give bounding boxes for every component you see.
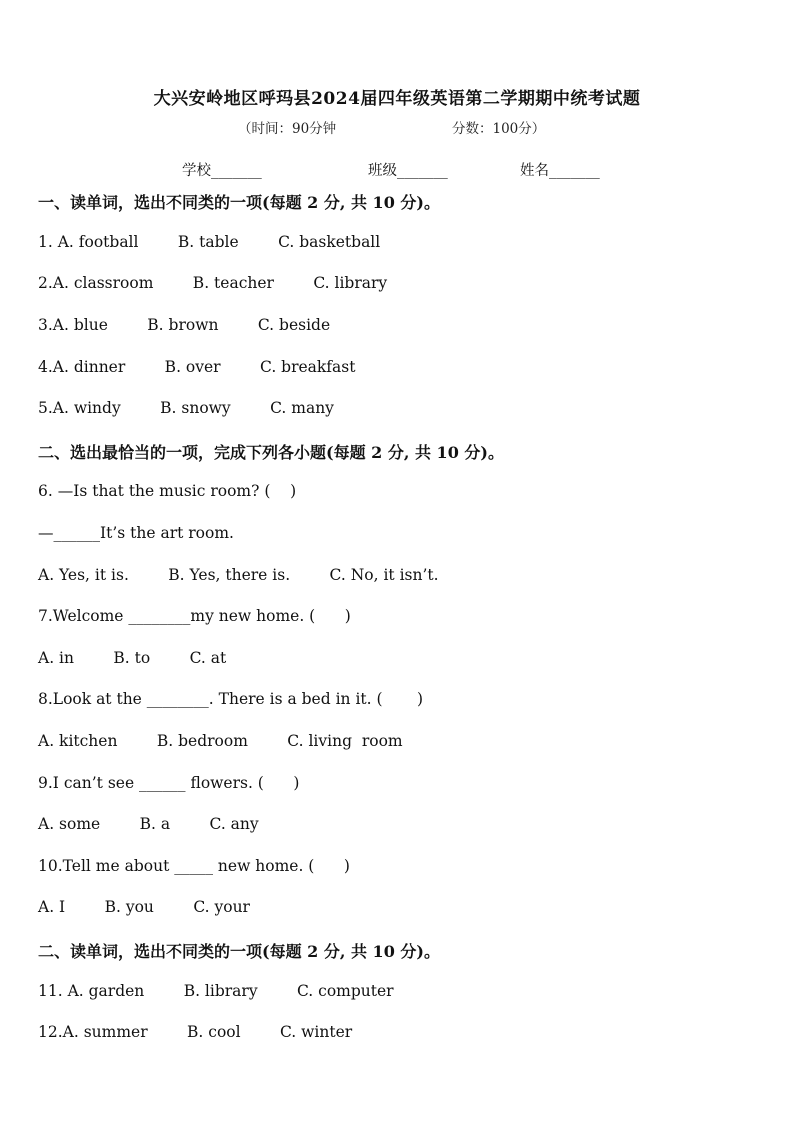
- question-10: 10.Tell me about _____ new home. ( ): [38, 857, 350, 875]
- question-6-reply: —______It’s the art room.: [38, 524, 234, 542]
- question-2: 2.A. classroom B. teacher C. library: [38, 274, 388, 292]
- school-field: 学校_______: [182, 163, 262, 179]
- exam-title: 大兴安岭地区呼玛县2024届四年级英语第二学期期中统考试题: [153, 89, 641, 109]
- section-2-heading: 二、选出最恰当的一项，完成下列各小题(每题 2 分, 共 10 分)。: [38, 443, 504, 462]
- question-10-options: A. I B. you C. your: [38, 898, 250, 916]
- question-8-options: A. kitchen B. bedroom C. living room: [38, 732, 403, 750]
- question-9: 9.I can’t see ______ flowers. ( ): [38, 774, 300, 792]
- question-1: 1. A. football B. table C. basketball: [38, 233, 381, 251]
- question-8: 8.Look at the ________. There is a bed in it. ( ): [38, 690, 424, 708]
- name-field: 姓名_______: [520, 163, 600, 179]
- question-7: 7.Welcome ________my new home. ( ): [38, 607, 351, 625]
- question-6-options: A. Yes, it is. B. Yes, there is. C. No, it isn’t.: [38, 566, 439, 584]
- question-3: 3.A. blue B. brown C. beside: [38, 316, 331, 334]
- class-field: 班级_______: [368, 163, 448, 179]
- question-4: 4.A. dinner B. over C. breakfast: [38, 358, 356, 376]
- question-12: 12.A. summer B. cool C. winter: [38, 1023, 353, 1041]
- exam-time: （时间：90分钟: [238, 121, 337, 137]
- section-1-heading: 一、读单词，选出不同类的一项(每题 2 分, 共 10 分)。: [38, 193, 440, 212]
- question-11: 11. A. garden B. library C. computer: [38, 982, 394, 1000]
- question-9-options: A. some B. a C. any: [38, 815, 259, 833]
- section-3-heading: 二、读单词，选出不同类的一项(每题 2 分, 共 10 分)。: [38, 942, 440, 961]
- question-5: 5.A. windy B. snowy C. many: [38, 399, 334, 417]
- question-6: 6. —Is that the music room? ( ): [38, 482, 297, 500]
- question-7-options: A. in B. to C. at: [38, 649, 227, 667]
- exam-score: 分数：100分）: [452, 121, 546, 137]
